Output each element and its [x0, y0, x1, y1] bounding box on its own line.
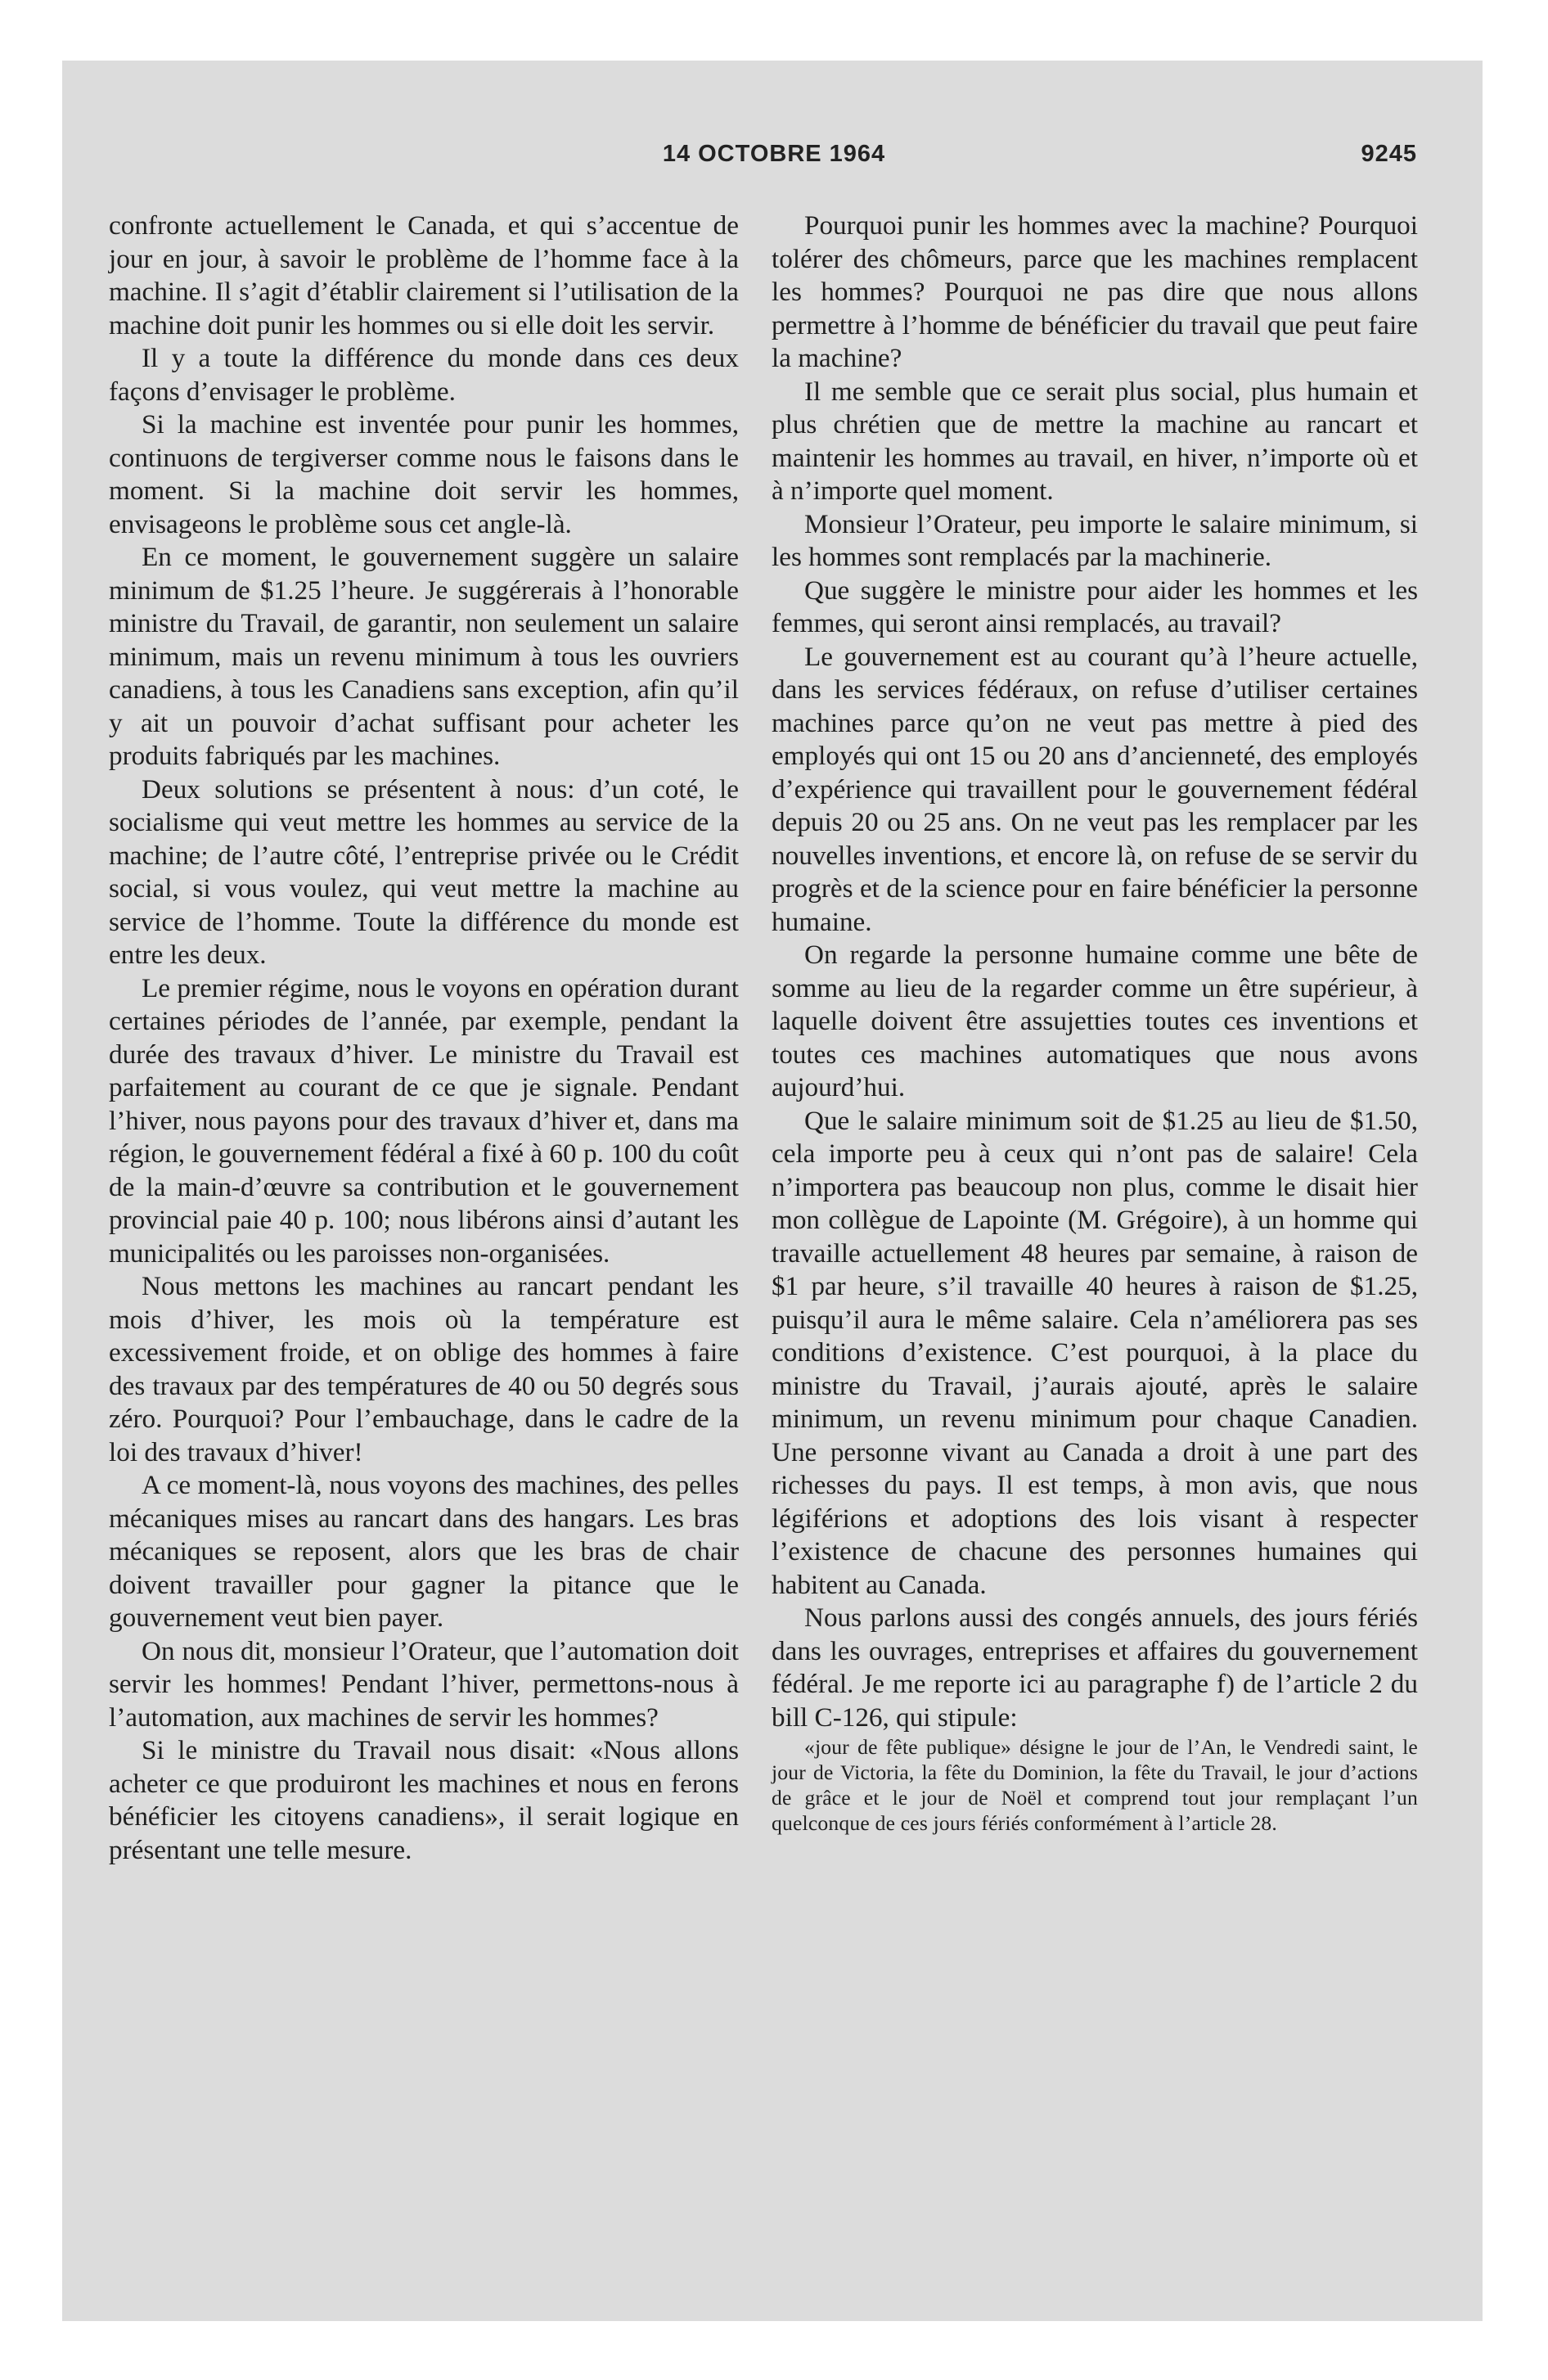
paragraph: Le gouvernement est au courant qu’à l’heure actuelle, dans les services fédéraux, on refuse d’utiliser certaines machines parce qu’on ne veut pas mettre à pied des employés qui ont 15 ou 20 ans d’ancienneté, des employés d’expérience qui travaillent pour le gouvernement fédéral depuis 20 ou 25 ans. On ne veut pas les remplacer par les nouvelles inventions, et encore là, on refuse de se servir du progrès et de la science pour en faire bénéficier la personne humaine.: [772, 641, 1418, 937]
paragraph: A ce moment-là, nous voyons des machines, des pelles mécaniques mises au rancart dans des hangars. Les bras mécaniques se reposent, alors que les bras de chair doivent travailler pour gagner la pitance que le gouvernement veut bien payer.: [109, 1470, 739, 1633]
right-column: [772, 210, 1418, 1836]
running-header: [0, 141, 1548, 182]
left-column: [109, 210, 739, 1867]
paragraph: Monsieur l’Orateur, peu importe le salaire minimum, si les hommes sont remplacés par la machinerie.: [772, 508, 1418, 572]
paragraph: Il y a toute la différence du monde dans ces deux façons d’envisager le problème.: [109, 343, 739, 407]
paragraph: Deux solutions se présentent à nous: d’un coté, le socialisme qui veut mettre les hommes au service de la machine; de l’autre côté, l’entreprise privée ou le Crédit social, si vous voulez, qui veut mettre la machine au service de l’homme. Toute la différence du monde est entre les deux.: [109, 773, 739, 970]
paragraph: Que suggère le ministre pour aider les hommes et les femmes, qui seront ainsi remplacés, au travail?: [772, 575, 1418, 638]
paragraph: En ce moment, le gouvernement suggère un salaire minimum de $1.25 l’heure. Je suggérerais à l’honorable ministre du Travail, de garantir, non seulement un salaire minimum, mais un revenu minimum à tous les ouvriers canadiens, à tous les Canadiens sans exception, afin qu’il y ait un pouvoir d’achat suffisant pour acheter les produits fabriqués par les machines.: [109, 542, 739, 771]
paragraph: Nous parlons aussi des congés annuels, des jours fériés dans les ouvrages, entreprises et affaires du gouvernement fédéral. Je me reporte ici au paragraphe f) de l’article 2 du bill C-126, qui stipule:: [772, 1602, 1418, 1733]
paragraph: Si la machine est inventée pour punir les hommes, continuons de tergiverser comme nous le faisons dans le moment. Si la machine doit servir les hommes, envisageons le problème sous cet angle-là.: [109, 409, 739, 539]
paragraph: On nous dit, monsieur l’Orateur, que l’automation doit servir les hommes! Pendant l’hiver, permettons-nous à l’automation, aux machines de servir les hommes?: [109, 1635, 739, 1733]
paragraph: Que le salaire minimum soit de $1.25 au lieu de $1.50, cela importe peu à ceux qui n’ont pas de salaire! Cela n’importera pas beaucoup non plus, comme le disait hier mon collègue de Lapointe (M. Grégoire), à un homme qui travaille actuellement 48 heures par semaine, à raison de $1 par heure, s’il travaille 40 heures à raison de $1.25, puisqu’il aura le même salaire. Cela n’améliorera pas ses conditions d’existence. C’est pourquoi, à la place du ministre du Travail, j’aurais ajouté, après le salaire minimum, un revenu minimum pour chaque Canadien. Une personne vivant au Canada a droit à une part des richesses du pays. Il est temps, à mon avis, que nous légiférions et adoptions des lois visant à respecter l’existence de chacune des personnes humaines qui habitent au Canada.: [772, 1105, 1418, 1600]
paragraph: confronte actuellement le Canada, et qui s’accentue de jour en jour, à savoir le problème de l’homme face à la machine. Il s’agit d’établir clairement si l’utilisation de la machine doit punir les hommes ou si elle doit les servir.: [109, 210, 739, 340]
paragraph: Le premier régime, nous le voyons en opération durant certaines périodes de l’année, par exemple, pendant la durée des travaux d’hiver. Le ministre du Travail est parfaitement au courant de ce que je signale. Pendant l’hiver, nous payons pour des travaux d’hiver et, dans ma région, le gouvernement fédéral a fixé à 60 p. 100 du coût de la main-d’œuvre sa contribution et le gouvernement provincial paie 40 p. 100; nous libérons ainsi d’autant les municipalités ou les paroisses non-organisées.: [109, 972, 739, 1269]
paragraph: Si le ministre du Travail nous disait: «Nous allons acheter ce que produiront les machines et nous en ferons bénéficier les citoyens canadiens», il serait logique en présentant une telle mesure.: [109, 1735, 739, 1865]
paragraph: Nous mettons les machines au rancart pendant les mois d’hiver, les mois où la température est excessivement froide, et on oblige des hommes à faire des travaux par des températures de 40 ou 50 degrés sous zéro. Pourquoi? Pour l’embauchage, dans le cadre de la loi des travaux d’hiver!: [109, 1271, 739, 1467]
quoted-definition: «jour de fête publique» désigne le jour de l’An, le Vendredi saint, le jour de Victoria, la fête du Dominion, la fête du Travail, le jour d’actions de grâce et le jour de Noël et comprend tout jour remplaçant l’un quelconque de ces jours fériés conformément à l’article 28.: [772, 1735, 1418, 1835]
header-date: 14 OCTOBRE 1964: [662, 141, 886, 167]
page-number: 9245: [1361, 141, 1417, 167]
paragraph: On regarde la personne humaine comme une bête de somme au lieu de la regarder comme un être supérieur, à laquelle doivent être assujetties toutes ces inventions et toutes ces machines automatiques que nous avons aujourd’hui.: [772, 940, 1418, 1102]
paragraph: Pourquoi punir les hommes avec la machine? Pourquoi tolérer des chômeurs, parce que les machines remplacent les hommes? Pourquoi ne pas dire que nous allons permettre à l’homme de bénéficier du travail que peut faire la machine?: [772, 210, 1418, 373]
paragraph: Il me semble que ce serait plus social, plus humain et plus chrétien que de mettre la machine au rancart et maintenir les hommes au travail, en hiver, n’importe où et à n’importe quel moment.: [772, 376, 1418, 506]
